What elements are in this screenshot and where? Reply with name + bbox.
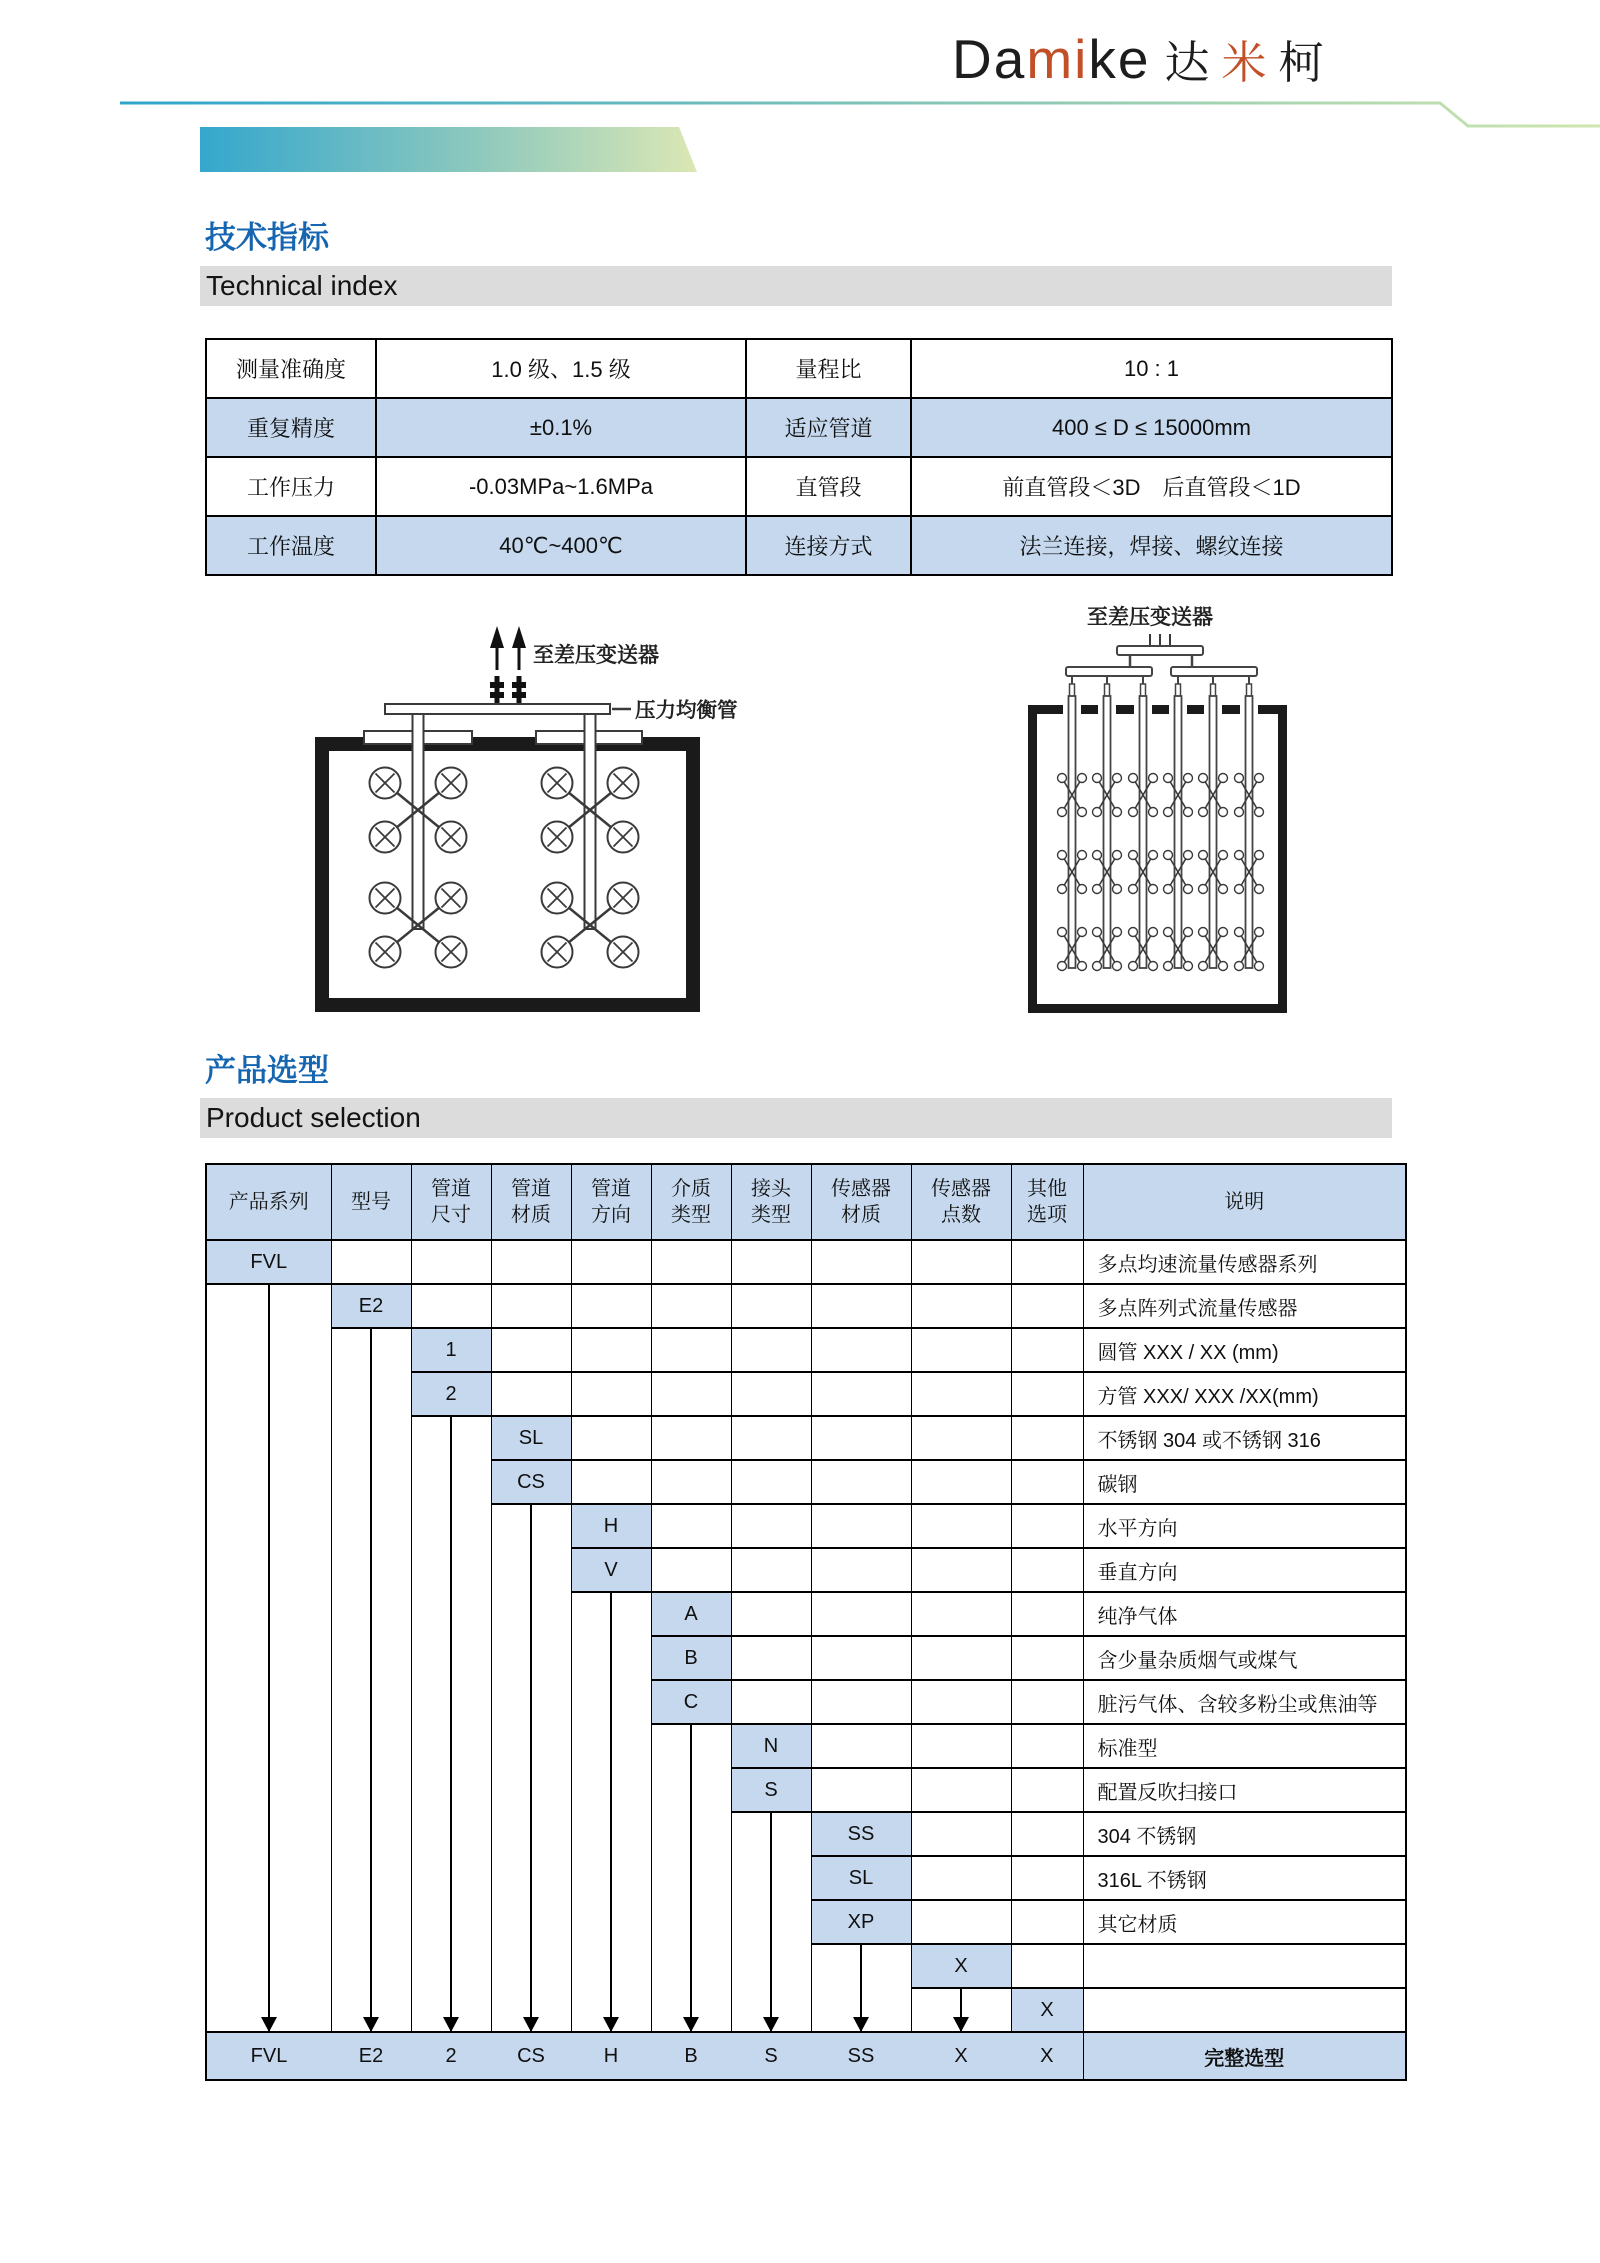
- code-cell: 1: [411, 1328, 491, 1372]
- empty-cell: [1011, 1944, 1083, 1988]
- empty-cell: [811, 1504, 911, 1548]
- header-line: 说明: [1224, 1191, 1265, 1213]
- down-arrow: [268, 1285, 270, 2031]
- empty-cell: [651, 1240, 731, 1284]
- description-cell: 含少量杂质烟气或煤气: [1083, 1636, 1406, 1680]
- tech-label: 连接方式: [746, 516, 911, 575]
- empty-cell: [911, 1900, 1011, 1944]
- code-cell: SL: [491, 1416, 571, 1460]
- empty-cell: [571, 1460, 651, 1504]
- empty-cell: [651, 1372, 731, 1416]
- logo-latin: [952, 27, 1150, 91]
- logo-cn-2: 米: [1221, 37, 1279, 88]
- empty-cell: [491, 1372, 571, 1416]
- code-cell: H: [571, 1504, 651, 1548]
- flow-cell: [651, 1724, 731, 2032]
- empty-cell: [651, 1460, 731, 1504]
- empty-cell: [811, 1768, 911, 1812]
- col-header: [1011, 1164, 1083, 1240]
- empty-cell: [731, 1592, 811, 1636]
- empty-cell: [911, 1636, 1011, 1680]
- empty-cell: [1011, 1900, 1083, 1944]
- description-cell: 304 不锈钢: [1083, 1812, 1406, 1856]
- tech-label: 直管段: [746, 457, 911, 516]
- empty-cell: [1011, 1460, 1083, 1504]
- empty-cell: [491, 1240, 571, 1284]
- empty-cell: [1011, 1768, 1083, 1812]
- header-line: 尺寸: [431, 1204, 471, 1226]
- empty-cell: [491, 1284, 571, 1328]
- sel-row-fvl: [206, 1240, 1406, 1284]
- summary-code: H: [571, 2032, 651, 2080]
- tech-value: 400 ≤ D ≤ 15000mm: [911, 398, 1392, 457]
- header-line: 材质: [511, 1204, 551, 1226]
- tech-row: [206, 339, 1392, 398]
- tech-label: 量程比: [746, 339, 911, 398]
- empty-cell: [911, 1416, 1011, 1460]
- header-line: 管道: [431, 1178, 471, 1200]
- empty-cell: [571, 1284, 651, 1328]
- summary-code: B: [651, 2032, 731, 2080]
- empty-cell: [651, 1416, 731, 1460]
- brand-logo: [952, 26, 1336, 91]
- flow-cell: [731, 1812, 811, 2032]
- empty-cell: [1011, 1592, 1083, 1636]
- installation-diagram-array-probes: [965, 572, 1305, 1022]
- empty-cell: [651, 1504, 731, 1548]
- empty-cell: [571, 1372, 651, 1416]
- description-cell: 圆管 XXX / XX (mm): [1083, 1328, 1406, 1372]
- col-header: [651, 1164, 731, 1240]
- code-cell: FVL: [206, 1240, 331, 1284]
- empty-cell: [1011, 1328, 1083, 1372]
- description-cell: 配置反吹扫接口: [1083, 1768, 1406, 1812]
- tech-value: 10 : 1: [911, 339, 1392, 398]
- code-cell: X: [911, 1944, 1011, 1988]
- selection-section-title-en: Product selection: [200, 1098, 1392, 1138]
- header-line: 材质: [841, 1204, 881, 1226]
- header-line: 产品系列: [228, 1191, 309, 1213]
- summary-code: FVL: [206, 2032, 331, 2080]
- empty-cell: [1011, 1372, 1083, 1416]
- empty-cell: [811, 1416, 911, 1460]
- summary-code: X: [1011, 2032, 1083, 2080]
- empty-cell: [811, 1636, 911, 1680]
- header-line: 其他: [1027, 1178, 1067, 1200]
- pressure-balance-pipe-label: 压力均衡管: [635, 699, 738, 722]
- empty-cell: [911, 1680, 1011, 1724]
- empty-cell: [731, 1284, 811, 1328]
- header-line: 管道: [591, 1178, 631, 1200]
- empty-cell: [1011, 1812, 1083, 1856]
- col-header: [411, 1164, 491, 1240]
- empty-cell: [731, 1372, 811, 1416]
- empty-cell: [731, 1548, 811, 1592]
- header-line: 类型: [751, 1204, 791, 1226]
- description-cell: 不锈钢 304 或不锈钢 316: [1083, 1416, 1406, 1460]
- flow-cell: [811, 1944, 911, 2032]
- col-header: [811, 1164, 911, 1240]
- tech-label: 工作压力: [206, 457, 376, 516]
- down-arrow: [450, 1417, 452, 2031]
- code-cell: SL: [811, 1856, 911, 1900]
- empty-cell: [731, 1636, 811, 1680]
- header-line: 类型: [671, 1204, 711, 1226]
- logo-en-2: mi: [1026, 28, 1089, 90]
- tech-value: 前直管段＜3D 后直管段＜1D: [911, 457, 1392, 516]
- col-header: [491, 1164, 571, 1240]
- empty-cell: [491, 1328, 571, 1372]
- tech-section-title-cn: 技术指标: [205, 220, 329, 255]
- empty-cell: [731, 1504, 811, 1548]
- accent-gradient-bar: [200, 127, 697, 172]
- description-cell: 多点阵列式流量传感器: [1083, 1284, 1406, 1328]
- empty-cell: [731, 1460, 811, 1504]
- description-cell: 垂直方向: [1083, 1548, 1406, 1592]
- tech-row: [206, 398, 1392, 457]
- empty-cell: [1011, 1548, 1083, 1592]
- empty-cell: [811, 1548, 911, 1592]
- empty-cell: [571, 1240, 651, 1284]
- description-cell: 多点均速流量传感器系列: [1083, 1240, 1406, 1284]
- description-cell: 水平方向: [1083, 1504, 1406, 1548]
- tech-row: [206, 516, 1392, 575]
- summary-code: CS: [491, 2032, 571, 2080]
- sel-summary-row: [206, 2032, 1406, 2080]
- description-cell: 标准型: [1083, 1724, 1406, 1768]
- empty-cell: [411, 1240, 491, 1284]
- summary-label: 完整选型: [1083, 2032, 1406, 2080]
- header-line: 点数: [941, 1204, 981, 1226]
- logo-cn-1: 达: [1164, 37, 1222, 88]
- tech-value: ±0.1%: [376, 398, 746, 457]
- summary-code: X: [911, 2032, 1011, 2080]
- empty-cell: [571, 1416, 651, 1460]
- logo-en-3: ke: [1088, 28, 1151, 90]
- code-cell: B: [651, 1636, 731, 1680]
- down-arrow: [690, 1725, 692, 2031]
- sel-row-e2: [206, 1284, 1406, 1328]
- logo-cn-3: 柯: [1278, 37, 1336, 88]
- down-arrow: [960, 1989, 962, 2031]
- empty-cell: [1011, 1724, 1083, 1768]
- summary-code: 2: [411, 2032, 491, 2080]
- down-arrow: [530, 1505, 532, 2031]
- empty-cell: [651, 1328, 731, 1372]
- empty-cell: [911, 1768, 1011, 1812]
- flow-cell: [491, 1504, 571, 2032]
- flow-cell: [571, 1592, 651, 2032]
- sel-row-size1: [206, 1328, 1406, 1372]
- empty-cell: [1011, 1636, 1083, 1680]
- col-header: [331, 1164, 411, 1240]
- down-arrow: [610, 1593, 612, 2031]
- flow-cell: [411, 1416, 491, 2032]
- flow-cell: [331, 1328, 411, 2032]
- empty-cell: [811, 1460, 911, 1504]
- empty-cell: [1011, 1680, 1083, 1724]
- empty-cell: [911, 1548, 1011, 1592]
- code-cell: 2: [411, 1372, 491, 1416]
- empty-cell: [731, 1328, 811, 1372]
- code-cell: SS: [811, 1812, 911, 1856]
- empty-cell: [1011, 1416, 1083, 1460]
- description-cell: 方管 XXX/ XXX /XX(mm): [1083, 1372, 1406, 1416]
- selection-section-title-cn: 产品选型: [205, 1053, 329, 1088]
- tech-value: 法兰连接，焊接、螺纹连接: [911, 516, 1392, 575]
- summary-code: E2: [331, 2032, 411, 2080]
- code-cell: N: [731, 1724, 811, 1768]
- tech-section-title-en: Technical index: [200, 266, 1392, 306]
- code-cell: V: [571, 1548, 651, 1592]
- header-line: 传感器: [931, 1178, 991, 1200]
- code-cell: E2: [331, 1284, 411, 1328]
- logo-en-1: Da: [952, 28, 1027, 90]
- empty-cell: [1011, 1504, 1083, 1548]
- down-arrow: [770, 1813, 772, 2031]
- description-cell: 碳钢: [1083, 1460, 1406, 1504]
- header-line: 接头: [751, 1178, 791, 1200]
- down-arrow: [860, 1945, 862, 2031]
- summary-code: SS: [811, 2032, 911, 2080]
- to-dp-transmitter-label: 至差压变送器: [533, 644, 659, 667]
- empty-cell: [1011, 1856, 1083, 1900]
- tech-label: 测量准确度: [206, 339, 376, 398]
- empty-cell: [811, 1680, 911, 1724]
- empty-cell: [571, 1328, 651, 1372]
- col-header: [911, 1164, 1011, 1240]
- empty-cell: [911, 1284, 1011, 1328]
- tech-value: -0.03MPa~1.6MPa: [376, 457, 746, 516]
- down-arrow: [370, 1329, 372, 2031]
- empty-cell: [911, 1856, 1011, 1900]
- header-line: 管道: [511, 1178, 551, 1200]
- tech-label: 适应管道: [746, 398, 911, 457]
- description-cell: 纯净气体: [1083, 1592, 1406, 1636]
- empty-cell: [731, 1416, 811, 1460]
- flow-cell: [206, 1284, 331, 2032]
- header-line: 传感器: [831, 1178, 891, 1200]
- tech-value: 40℃~400℃: [376, 516, 746, 575]
- col-header: [571, 1164, 651, 1240]
- empty-cell: [811, 1372, 911, 1416]
- empty-cell: [731, 1680, 811, 1724]
- empty-cell: [651, 1284, 731, 1328]
- description-cell: 其它材质: [1083, 1900, 1406, 1944]
- empty-cell: [331, 1240, 411, 1284]
- empty-cell: [911, 1504, 1011, 1548]
- code-cell: C: [651, 1680, 731, 1724]
- header-line: 选项: [1027, 1204, 1067, 1226]
- code-cell: S: [731, 1768, 811, 1812]
- empty-cell: [911, 1460, 1011, 1504]
- code-cell: X: [1011, 1988, 1083, 2032]
- empty-cell: [811, 1240, 911, 1284]
- empty-cell: [911, 1812, 1011, 1856]
- description-cell: [1083, 1944, 1406, 1988]
- empty-cell: [911, 1328, 1011, 1372]
- code-cell: XP: [811, 1900, 911, 1944]
- col-header: [206, 1164, 331, 1240]
- sel-header-row: [206, 1164, 1406, 1240]
- empty-cell: [811, 1592, 911, 1636]
- empty-cell: [911, 1240, 1011, 1284]
- empty-cell: [811, 1328, 911, 1372]
- empty-cell: [1011, 1284, 1083, 1328]
- to-dp-transmitter-label: 至差压变送器: [1087, 606, 1213, 629]
- empty-cell: [411, 1284, 491, 1328]
- flow-cell: [911, 1988, 1011, 2032]
- tech-row: [206, 457, 1392, 516]
- header-line: 型号: [351, 1191, 391, 1213]
- description-cell: [1083, 1988, 1406, 2032]
- tech-label: 工作温度: [206, 516, 376, 575]
- empty-cell: [1011, 1240, 1083, 1284]
- header-line: 方向: [591, 1204, 631, 1226]
- empty-cell: [811, 1724, 911, 1768]
- col-header: [731, 1164, 811, 1240]
- empty-cell: [811, 1284, 911, 1328]
- description-cell: 316L 不锈钢: [1083, 1856, 1406, 1900]
- col-header: [1083, 1164, 1406, 1240]
- header-line: 介质: [671, 1178, 711, 1200]
- tech-value: 1.0 级、1.5 级: [376, 339, 746, 398]
- logo-chinese: [1164, 26, 1335, 91]
- header-rule-line: [0, 0, 1600, 140]
- empty-cell: [911, 1372, 1011, 1416]
- summary-code: S: [731, 2032, 811, 2080]
- tech-label: 重复精度: [206, 398, 376, 457]
- empty-cell: [731, 1240, 811, 1284]
- product-selection-table: [205, 1163, 1407, 2081]
- empty-cell: [911, 1592, 1011, 1636]
- installation-diagram-cross-probes: [290, 592, 770, 1032]
- empty-cell: [651, 1548, 731, 1592]
- technical-index-table: [205, 338, 1393, 576]
- description-cell: 脏污气体、含较多粉尘或焦油等: [1083, 1680, 1406, 1724]
- code-cell: CS: [491, 1460, 571, 1504]
- code-cell: A: [651, 1592, 731, 1636]
- empty-cell: [911, 1724, 1011, 1768]
